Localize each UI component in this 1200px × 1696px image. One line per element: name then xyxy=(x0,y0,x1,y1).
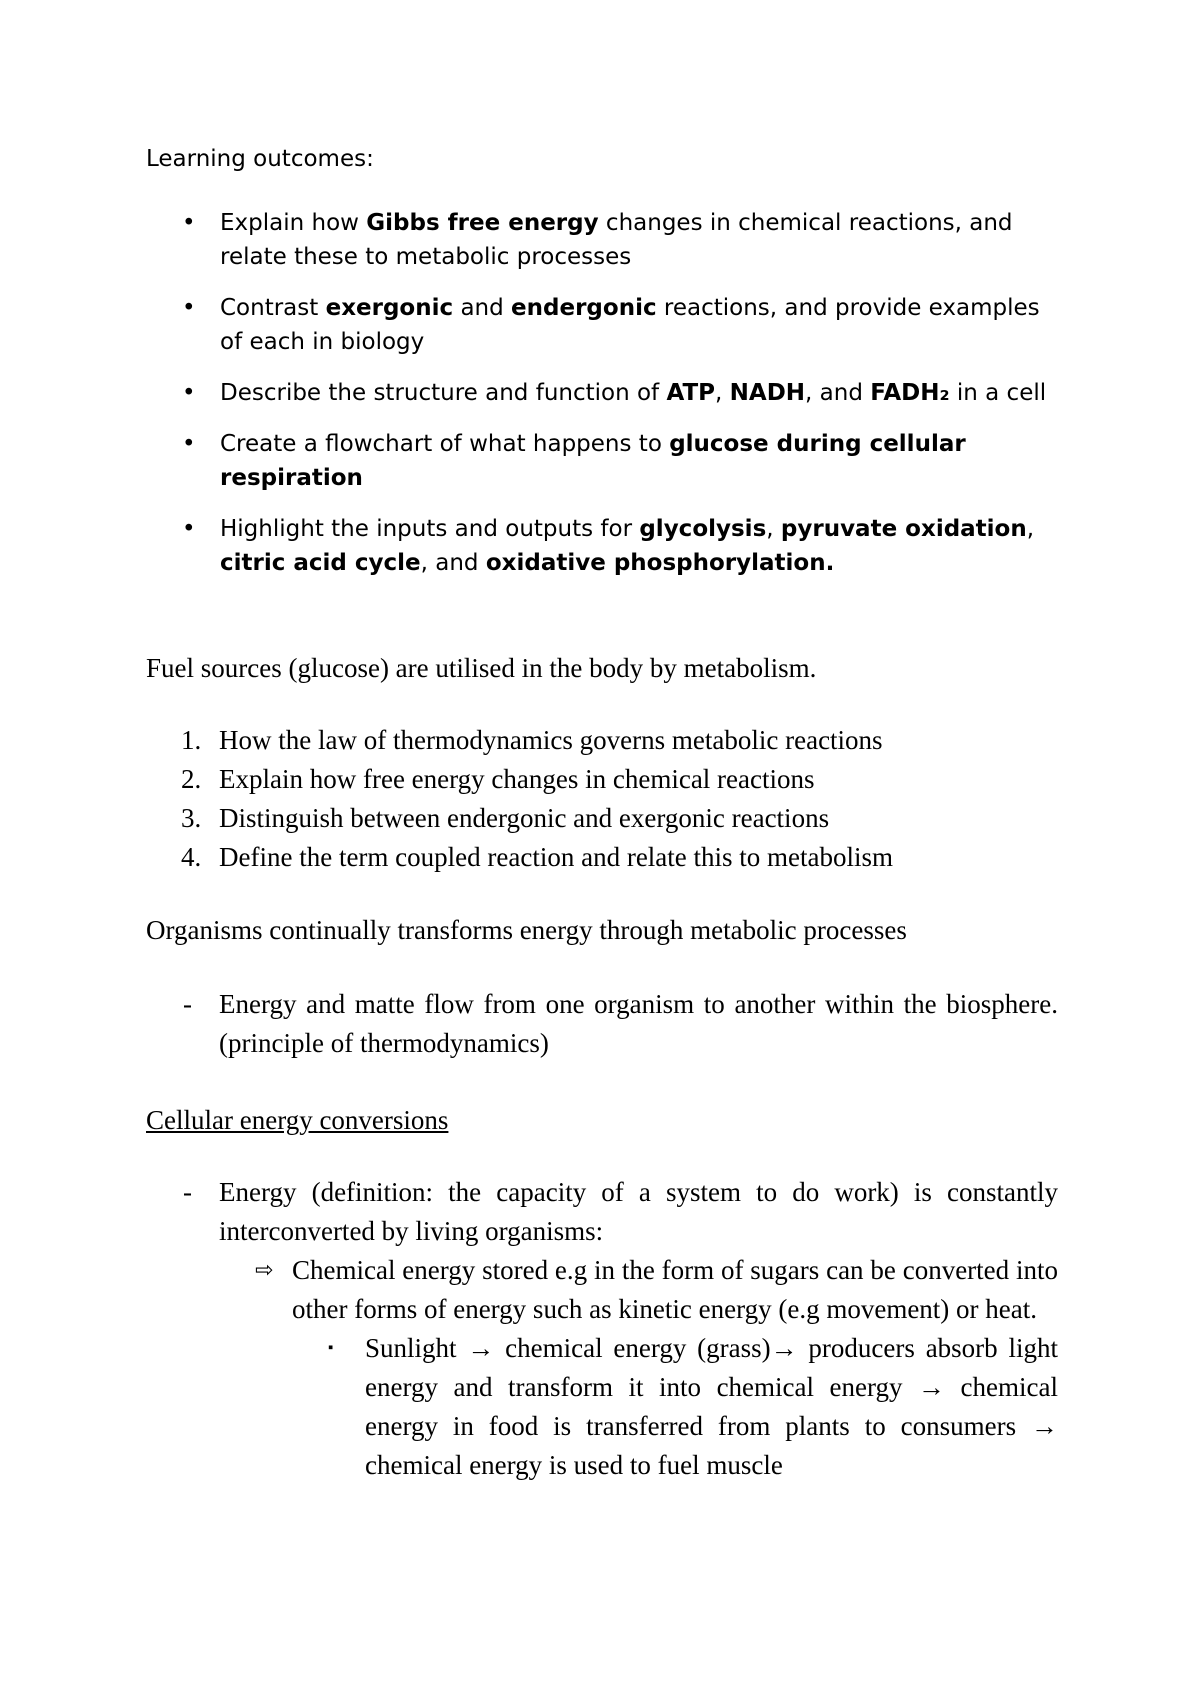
square-bullet-icon: ▪ xyxy=(328,1340,334,1356)
objective-text: Explain how free energy changes in chemical reactions xyxy=(219,764,815,794)
objective-number: 4. xyxy=(181,842,202,872)
bold-term: FADH₂ xyxy=(870,380,950,406)
sunlight-list xyxy=(292,1329,1058,1485)
arrow-right-outline-icon: ⇨ xyxy=(255,1258,274,1283)
energy-definition-item xyxy=(146,1173,1058,1485)
learning-outcomes-heading: Learning outcomes: xyxy=(146,146,374,172)
section-title: Cellular energy conversions xyxy=(146,1105,449,1135)
outcome-item xyxy=(146,427,1066,495)
chemical-energy-list xyxy=(219,1251,1058,1485)
sunlight-item xyxy=(292,1329,1058,1485)
text-run: , xyxy=(715,380,730,406)
energy-flow-list xyxy=(146,985,1058,1063)
bold-term: glycolysis xyxy=(639,516,767,542)
objectives-list xyxy=(146,721,1066,877)
outcome-item xyxy=(146,291,1066,359)
dash-marker: - xyxy=(183,989,192,1019)
bold-term: citric acid cycle xyxy=(220,550,421,576)
bold-term: pyruvate oxidation xyxy=(780,516,1027,542)
outcome-item xyxy=(146,376,1066,410)
bullet-dot-icon: • xyxy=(182,210,196,236)
objective-number: 2. xyxy=(181,764,202,794)
text-run: reactions, and provide examples of each in biology xyxy=(220,295,1040,355)
learning-outcomes-list xyxy=(146,206,1066,597)
bold-term: glucose during cellular respiration xyxy=(220,431,966,491)
organisms-paragraph: Organisms continually transforms energy through metabolic processes xyxy=(146,915,907,945)
outcome-text xyxy=(220,295,1040,355)
objective-text: How the law of thermodynamics governs metabolic reactions xyxy=(219,725,883,755)
objective-text: Define the term coupled reaction and relate this to metabolism xyxy=(219,842,894,872)
bold-term: NADH xyxy=(729,380,806,406)
text-run: Create a flowchart of what happens to xyxy=(220,431,670,457)
text-run: , xyxy=(766,516,781,542)
objective-number: 3. xyxy=(181,803,202,833)
bullet-dot-icon: • xyxy=(182,431,196,457)
objective-item xyxy=(146,721,1066,760)
objective-item xyxy=(146,838,1066,877)
bold-term: endergonic xyxy=(511,295,657,321)
outcome-text xyxy=(220,431,966,491)
sunlight-text: Sunlight → chemical energy (grass)→ producers absorb light energy and transform it into chemical energy → chemical energy in food is transferred from plants to consumers → chemical energy is used to fuel muscle xyxy=(365,1333,1058,1480)
outcome-text xyxy=(220,380,1046,406)
outcome-item xyxy=(146,512,1066,580)
objective-number: 1. xyxy=(181,725,202,755)
chemical-energy-item xyxy=(219,1251,1058,1485)
text-run: Describe the structure and function of xyxy=(220,380,667,406)
bold-term: Gibbs free energy xyxy=(366,210,599,236)
text-run: , xyxy=(1026,516,1035,542)
dash-marker: - xyxy=(183,1177,192,1207)
text-run: Explain how xyxy=(220,210,367,236)
fuel-sources-paragraph: Fuel sources (glucose) are utilised in the body by metabolism. xyxy=(146,653,817,683)
energy-flow-item xyxy=(146,985,1058,1063)
bullet-dot-icon: • xyxy=(182,295,196,321)
chemical-energy-text: Chemical energy stored e.g in the form of sugars can be converted into other forms of energy such as kinetic energy (e.g movement) or heat. xyxy=(292,1255,1058,1324)
text-run: Contrast xyxy=(220,295,326,321)
text-run: Highlight the inputs and outputs for xyxy=(220,516,640,542)
energy-definition-list xyxy=(146,1173,1058,1485)
energy-definition-text: Energy (definition: the capacity of a system to do work) is constantly interconverted by living organisms: xyxy=(219,1177,1058,1246)
objective-item xyxy=(146,760,1066,799)
bold-term: oxidative phosphorylation. xyxy=(485,550,835,576)
objective-text: Distinguish between endergonic and exergonic reactions xyxy=(219,803,830,833)
outcome-item xyxy=(146,206,1066,274)
bullet-dot-icon: • xyxy=(182,380,196,406)
bold-term: exergonic xyxy=(325,295,454,321)
objective-item xyxy=(146,799,1066,838)
bullet-dot-icon: • xyxy=(182,516,196,542)
text-run: , and xyxy=(805,380,871,406)
bold-term: ATP xyxy=(666,380,716,406)
text-run: changes in chemical reactions, and relate these to metabolic processes xyxy=(220,210,1013,270)
outcome-text xyxy=(220,210,1013,270)
text-run: in a cell xyxy=(949,380,1047,406)
outcome-text xyxy=(220,516,1034,576)
energy-flow-text: Energy and matte flow from one organism to another within the biosphere. (principle of thermodynamics) xyxy=(219,989,1058,1058)
text-run: and xyxy=(453,295,512,321)
text-run: , and xyxy=(420,550,486,576)
